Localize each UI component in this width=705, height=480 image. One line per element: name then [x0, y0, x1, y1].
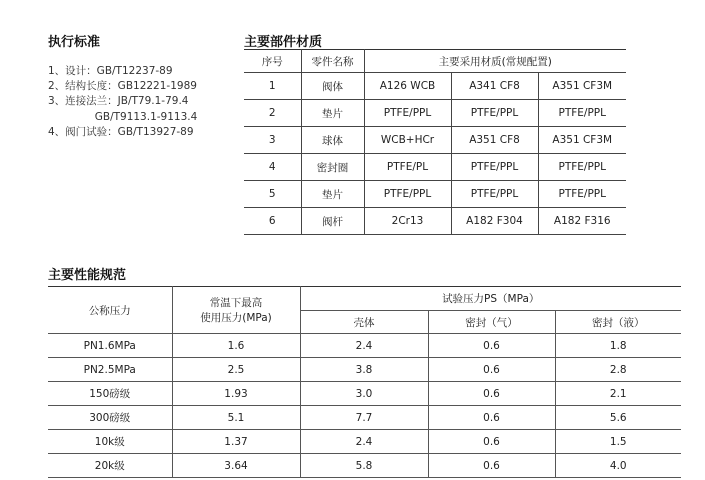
cell-material: PTFE/PPL — [364, 100, 451, 127]
cell-part: 球体 — [301, 127, 364, 154]
cell-shell: 7.7 — [300, 406, 428, 430]
cell-material: A182 F304 — [451, 208, 538, 235]
cell-material: A351 CF8 — [451, 127, 538, 154]
cell-nominal: 150磅级 — [48, 382, 172, 406]
cell-working: 1.6 — [172, 334, 300, 358]
materials-title: 主要部件材质 — [244, 35, 323, 50]
table-row — [48, 334, 681, 358]
exec-standards-title: 执行标准 — [48, 35, 101, 50]
cell-seal-liquid: 5.6 — [555, 406, 681, 430]
cell-material: A351 CF3M — [538, 127, 626, 154]
table-row — [48, 454, 681, 478]
cell-working: 3.64 — [172, 454, 300, 478]
standard-item: 3、连接法兰：JB/T79.1-79.4 — [48, 95, 189, 108]
cell-seal-liquid: 1.8 — [555, 334, 681, 358]
cell-shell: 2.4 — [300, 334, 428, 358]
table-row — [244, 73, 626, 100]
cell-working: 1.37 — [172, 430, 300, 454]
performance-title: 主要性能规范 — [48, 268, 127, 283]
cell-material: WCB+HCr — [364, 127, 451, 154]
header-working-line2: 使用压力(MPa) — [200, 312, 272, 324]
table-row — [244, 181, 626, 208]
cell-material: PTFE/PPL — [451, 181, 538, 208]
cell-seal-gas: 0.6 — [428, 454, 555, 478]
cell-working: 5.1 — [172, 406, 300, 430]
cell-part: 阀杆 — [301, 208, 364, 235]
table-row — [48, 358, 681, 382]
materials-table — [244, 49, 626, 235]
cell-material: A341 CF8 — [451, 73, 538, 100]
standard-item: GB/T9113.1-9113.4 — [48, 110, 198, 123]
header-part: 零件名称 — [301, 50, 364, 73]
performance-table — [48, 286, 681, 478]
cell-material: A351 CF3M — [538, 73, 626, 100]
standard-item: 2、结构长度：GB12221-1989 — [48, 80, 197, 93]
standard-item: 4、阀门试验：GB/T13927-89 — [48, 125, 194, 138]
header-shell: 壳体 — [300, 311, 428, 334]
cell-part: 垫片 — [301, 100, 364, 127]
cell-no: 6 — [244, 208, 301, 235]
header-working-line1: 常温下最高 — [209, 297, 263, 309]
materials-header-row — [244, 50, 626, 73]
cell-part: 阀体 — [301, 73, 364, 100]
cell-material: PTFE/PPL — [364, 181, 451, 208]
cell-seal-gas: 0.6 — [428, 430, 555, 454]
cell-nominal: PN1.6MPa — [48, 334, 172, 358]
header-material: 主要采用材质(常规配置) — [364, 50, 626, 73]
cell-material: PTFE/PL — [364, 154, 451, 181]
header-test-pressure: 试验压力PS（MPa） — [300, 287, 681, 311]
table-row — [48, 430, 681, 454]
header-seal-gas: 密封（气） — [428, 311, 555, 334]
performance-header-row — [48, 287, 681, 311]
cell-material: PTFE/PPL — [538, 100, 626, 127]
cell-material: PTFE/PPL — [538, 181, 626, 208]
cell-material: PTFE/PPL — [451, 100, 538, 127]
table-row — [244, 100, 626, 127]
table-row — [244, 208, 626, 235]
cell-no: 1 — [244, 73, 301, 100]
cell-material: A182 F316 — [538, 208, 626, 235]
cell-material: 2Cr13 — [364, 208, 451, 235]
cell-seal-gas: 0.6 — [428, 358, 555, 382]
table-row — [244, 154, 626, 181]
exec-standards-list — [48, 64, 197, 140]
cell-nominal: 20k级 — [48, 454, 172, 478]
cell-seal-gas: 0.6 — [428, 382, 555, 406]
cell-material: PTFE/PPL — [451, 154, 538, 181]
table-row — [48, 406, 681, 430]
cell-nominal: PN2.5MPa — [48, 358, 172, 382]
cell-shell: 2.4 — [300, 430, 428, 454]
cell-seal-liquid: 2.1 — [555, 382, 681, 406]
cell-shell: 3.8 — [300, 358, 428, 382]
cell-seal-gas: 0.6 — [428, 334, 555, 358]
header-working-pressure — [172, 287, 300, 334]
cell-material: A126 WCB — [364, 73, 451, 100]
cell-material: PTFE/PPL — [538, 154, 626, 181]
cell-no: 5 — [244, 181, 301, 208]
cell-working: 1.93 — [172, 382, 300, 406]
header-no: 序号 — [244, 50, 301, 73]
cell-nominal: 300磅级 — [48, 406, 172, 430]
cell-no: 3 — [244, 127, 301, 154]
cell-shell: 3.0 — [300, 382, 428, 406]
cell-seal-liquid: 2.8 — [555, 358, 681, 382]
cell-seal-liquid: 4.0 — [555, 454, 681, 478]
cell-part: 密封圈 — [301, 154, 364, 181]
standard-item: 1、设计：GB/T12237-89 — [48, 65, 173, 77]
cell-seal-liquid: 1.5 — [555, 430, 681, 454]
cell-seal-gas: 0.6 — [428, 406, 555, 430]
cell-part: 垫片 — [301, 181, 364, 208]
cell-no: 4 — [244, 154, 301, 181]
cell-no: 2 — [244, 100, 301, 127]
header-seal-liquid: 密封（液） — [555, 311, 681, 334]
cell-working: 2.5 — [172, 358, 300, 382]
header-nominal-pressure: 公称压力 — [48, 287, 172, 334]
table-row — [48, 382, 681, 406]
cell-shell: 5.8 — [300, 454, 428, 478]
table-row — [244, 127, 626, 154]
cell-nominal: 10k级 — [48, 430, 172, 454]
